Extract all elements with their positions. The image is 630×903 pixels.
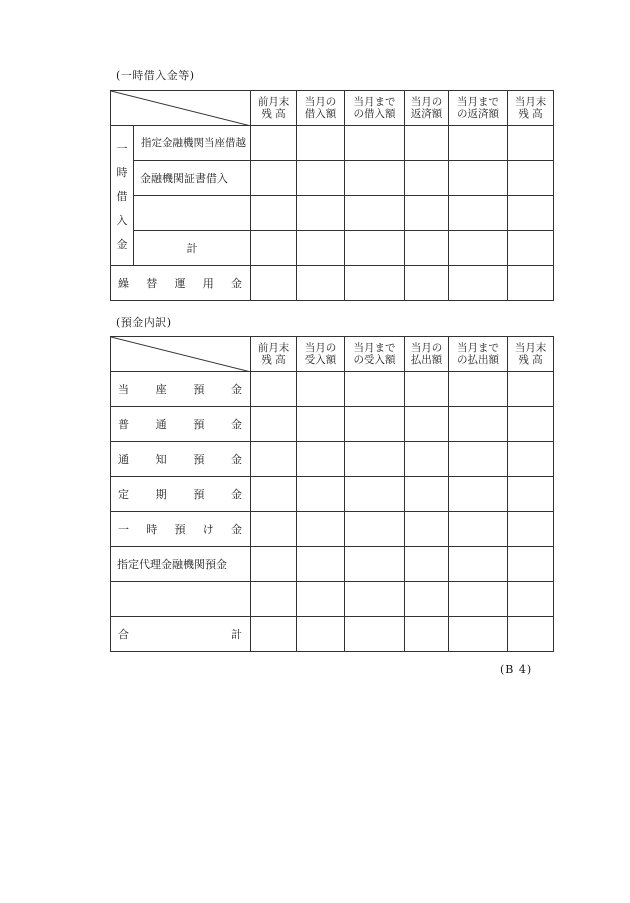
label-char: け — [202, 523, 214, 536]
row-label-text — [111, 451, 250, 467]
row-label-cell — [111, 512, 251, 547]
cell[interactable] — [251, 372, 297, 407]
cell[interactable] — [449, 547, 508, 582]
label-char: 預 — [174, 523, 186, 536]
cell[interactable] — [251, 407, 297, 442]
cell[interactable] — [405, 231, 449, 266]
label-char: 通 — [155, 418, 167, 431]
label-char: 座 — [155, 383, 167, 396]
diagonal-line — [111, 91, 251, 126]
row-label-cell — [111, 547, 251, 582]
cell[interactable] — [405, 126, 449, 161]
row-label-subtotal — [134, 231, 251, 266]
diagonal-line — [111, 337, 251, 372]
label-char: 一 — [118, 523, 129, 536]
row-label-cell — [111, 442, 251, 477]
group-char: 借 — [116, 189, 128, 203]
cell[interactable] — [345, 231, 405, 266]
cell[interactable] — [297, 477, 345, 512]
row-label-cell — [111, 617, 251, 652]
cell[interactable] — [345, 477, 405, 512]
cell[interactable] — [405, 372, 449, 407]
cell[interactable] — [449, 582, 508, 617]
cell[interactable] — [251, 617, 297, 652]
cell[interactable] — [405, 407, 449, 442]
cell[interactable] — [345, 407, 405, 442]
label-char: 金 — [230, 383, 242, 396]
label-char: 運 — [174, 277, 186, 290]
label-char: 通 — [118, 453, 129, 466]
label-char: 金 — [230, 488, 242, 501]
group-char: 一 — [116, 141, 128, 155]
cell[interactable] — [449, 442, 508, 477]
deposit-breakdown-table — [110, 336, 554, 652]
cell[interactable] — [449, 161, 508, 196]
cell[interactable] — [508, 442, 554, 477]
cell[interactable] — [345, 161, 405, 196]
table-row — [111, 617, 554, 652]
cell[interactable] — [449, 126, 508, 161]
cell[interactable] — [297, 196, 345, 231]
header-month-paid: 当月の 払出額 — [405, 337, 449, 372]
cell[interactable] — [449, 266, 508, 301]
row-label-cell — [111, 407, 251, 442]
cell[interactable] — [449, 477, 508, 512]
cell[interactable] — [345, 442, 405, 477]
cell[interactable] — [251, 196, 297, 231]
header-cumulative-repaid: 当月まで の返済額 — [449, 91, 508, 126]
label-char: 金 — [230, 453, 242, 466]
label-char: 繰 — [118, 277, 129, 290]
cell[interactable] — [405, 442, 449, 477]
table-row — [111, 512, 554, 547]
label-char: 金 — [231, 277, 242, 290]
label-char: 定 — [118, 488, 129, 501]
cell[interactable] — [297, 126, 345, 161]
row-label-cell — [111, 477, 251, 512]
group-label-cell — [111, 126, 134, 266]
label-char: 金 — [230, 418, 242, 431]
label-char: 期 — [155, 488, 167, 501]
label-char: 普 — [118, 418, 129, 431]
row-label-blank[interactable] — [134, 196, 251, 231]
cell[interactable] — [405, 266, 449, 301]
cell[interactable] — [508, 372, 554, 407]
table-row — [111, 407, 554, 442]
label-char: 預 — [193, 453, 205, 466]
cell[interactable] — [297, 512, 345, 547]
row-label-cell — [111, 372, 251, 407]
cell[interactable] — [449, 407, 508, 442]
cell[interactable] — [297, 266, 345, 301]
cell[interactable] — [251, 512, 297, 547]
cell[interactable] — [508, 617, 554, 652]
row-label-text: 指定金融機関当座借越 — [141, 137, 246, 149]
row-label-text: 計 — [186, 242, 198, 255]
label-char: 用 — [202, 277, 214, 290]
cell[interactable] — [508, 161, 554, 196]
cell[interactable] — [251, 547, 297, 582]
cell[interactable] — [508, 266, 554, 301]
cell[interactable] — [405, 196, 449, 231]
cell[interactable] — [345, 126, 405, 161]
temporary-borrowing-table — [110, 90, 554, 301]
cell[interactable] — [449, 196, 508, 231]
cell[interactable] — [297, 407, 345, 442]
cell[interactable] — [251, 266, 297, 301]
group-label-temporary-borrowing — [111, 140, 133, 252]
cell[interactable] — [405, 477, 449, 512]
header-cumulative-paid: 当月まで の払出額 — [449, 337, 508, 372]
cell[interactable] — [297, 231, 345, 266]
header-month-repaid: 当月の 返済額 — [405, 91, 449, 126]
cell[interactable] — [508, 477, 554, 512]
deposit-rows — [111, 372, 554, 652]
cell[interactable] — [345, 196, 405, 231]
cell[interactable] — [405, 582, 449, 617]
header-month-received: 当月の 受入額 — [297, 337, 345, 372]
row-label-text: 金融機関証書借入 — [140, 172, 228, 185]
cell[interactable] — [345, 617, 405, 652]
table-row — [111, 582, 554, 617]
row-label-transfer-funds — [111, 266, 251, 301]
table-row — [111, 442, 554, 477]
cell[interactable] — [508, 547, 554, 582]
group-char: 時 — [116, 165, 128, 179]
label-char: 替 — [146, 277, 158, 290]
header-cumulative-borrowed: 当月まで の借入額 — [345, 91, 405, 126]
cell[interactable] — [345, 582, 405, 617]
cell[interactable] — [297, 617, 345, 652]
header-prev-balance: 前月末 残 高 — [251, 337, 297, 372]
cell[interactable] — [345, 372, 405, 407]
cell[interactable] — [405, 547, 449, 582]
page-code: (B 4) — [500, 663, 533, 676]
cell[interactable] — [508, 231, 554, 266]
cell[interactable] — [251, 161, 297, 196]
cell[interactable] — [405, 512, 449, 547]
cell[interactable] — [449, 617, 508, 652]
cell[interactable] — [251, 477, 297, 512]
cell[interactable] — [345, 547, 405, 582]
cell[interactable] — [251, 442, 297, 477]
row-label-text: 指定代理金融機関預金 — [117, 558, 227, 571]
table-row — [111, 372, 554, 407]
row-label-cell[interactable] — [111, 582, 251, 617]
header-corner-cell — [111, 337, 251, 372]
section1-caption: (一時借入金等) — [116, 69, 195, 82]
cell[interactable] — [508, 126, 554, 161]
header-prev-balance: 前月末 残 高 — [251, 91, 297, 126]
header-month-borrowed: 当月の 借入額 — [297, 91, 345, 126]
cell[interactable] — [449, 372, 508, 407]
cell[interactable] — [297, 372, 345, 407]
cell[interactable] — [508, 512, 554, 547]
label-char: 計 — [231, 628, 242, 641]
label-char: 当 — [118, 383, 129, 396]
cell[interactable] — [345, 512, 405, 547]
label-char: 預 — [193, 488, 205, 501]
cell[interactable] — [297, 582, 345, 617]
cell[interactable] — [508, 582, 554, 617]
label-char: 知 — [155, 453, 167, 466]
cell[interactable] — [508, 196, 554, 231]
label-char: 合 — [118, 628, 129, 641]
group-char: 入 — [116, 213, 128, 227]
row-label-text — [111, 381, 250, 397]
cell[interactable] — [297, 161, 345, 196]
label-char: 預 — [193, 383, 205, 396]
row-label-text — [111, 521, 250, 537]
header-end-balance: 当月末 残 高 — [508, 91, 554, 126]
cell[interactable] — [251, 582, 297, 617]
cell[interactable] — [297, 442, 345, 477]
row-label-text — [111, 626, 250, 642]
header-corner-cell — [111, 91, 251, 126]
row-label-overdraft — [134, 126, 251, 161]
cell[interactable] — [405, 617, 449, 652]
table-row — [111, 547, 554, 582]
cell[interactable] — [251, 126, 297, 161]
header-cumulative-received: 当月まで の受入額 — [345, 337, 405, 372]
cell[interactable] — [449, 231, 508, 266]
header-end-balance: 当月末 残 高 — [508, 337, 554, 372]
row-label-certificate-loan — [134, 161, 251, 196]
cell[interactable] — [508, 407, 554, 442]
cell[interactable] — [297, 547, 345, 582]
cell[interactable] — [449, 512, 508, 547]
cell[interactable] — [345, 266, 405, 301]
cell[interactable] — [405, 161, 449, 196]
row-label-text — [111, 275, 250, 291]
label-char: 金 — [231, 523, 242, 536]
cell[interactable] — [251, 231, 297, 266]
row-label-text — [111, 486, 250, 502]
label-char: 預 — [193, 418, 205, 431]
section2-caption: (預金内訳) — [116, 316, 172, 329]
table-row — [111, 477, 554, 512]
label-char: 時 — [146, 523, 158, 536]
group-char: 金 — [116, 237, 128, 251]
row-label-text — [111, 416, 250, 432]
